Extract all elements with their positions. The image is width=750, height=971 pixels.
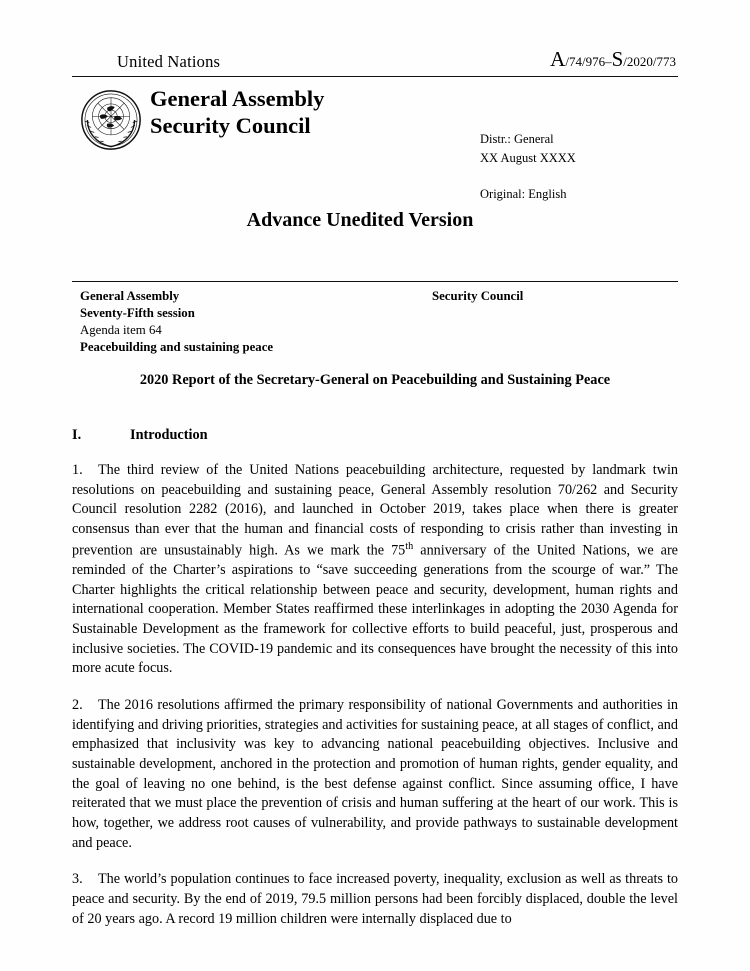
distribution-label: Distr.: General	[480, 132, 554, 146]
paragraph-1-ordinal-suffix: th	[405, 540, 414, 552]
document-symbol-sc-prefix: S	[611, 47, 624, 71]
session-header-left	[80, 288, 273, 356]
un-emblem-icon	[80, 89, 142, 151]
paragraph-1-text-part-1: The third review of the United Nations peacebuilding architecture, requested by landmark twin resolutions on peacebuilding and sustaining peace, General Assembly resolution 70/262 and Security Council resolution 2282 (2016), and launched in October 2019, takes place when there is greater consensus than ever that the human and financial costs of responding to crisis rather than investing in prevention are unsustainably high. As we mark the 75	[72, 462, 678, 559]
document-symbol-separator: –	[605, 54, 612, 69]
paragraph-2-number: 2.	[72, 696, 83, 713]
masthead	[72, 42, 678, 72]
session-security-council-label: Security Council	[432, 289, 524, 303]
session-header-right	[432, 288, 523, 305]
session-number: Seventy-Fifth session	[80, 306, 195, 321]
document-symbol-sc-number: /2020/773	[623, 54, 676, 69]
organization-name: United Nations	[117, 52, 221, 71]
original-language: Original: English	[480, 187, 567, 201]
paragraph-3-number: 3.	[72, 871, 83, 888]
paragraph-3	[72, 870, 678, 929]
paragraph-2	[72, 696, 678, 853]
advance-unedited-version-notice: Advance Unedited Version	[246, 209, 474, 231]
session-header	[72, 288, 678, 354]
document-symbol	[550, 47, 678, 72]
title-block	[72, 77, 678, 245]
issuing-body-general-assembly: General Assembly	[150, 86, 325, 111]
paragraph-1	[72, 461, 678, 679]
session-divider	[72, 281, 678, 282]
agenda-item-title: Peacebuilding and sustaining peace	[80, 340, 274, 355]
distribution-block	[480, 130, 576, 168]
document-content	[72, 42, 678, 929]
document-symbol-ga-prefix: A	[550, 47, 566, 71]
paragraph-3-text: The world’s population continues to face increased poverty, inequality, exclusion as well as threats to peace and security. By the end of 2019, 79.5 million persons had been forcibly displaced, double the level of 20 years ago. A record 19 million children were internally displaced due to	[72, 871, 678, 927]
paragraph-1-text-part-2: anniversary of the United Nations, we are reminded of the Charter’s aspirations to “save succeeding generations from the scourge of war.” The Charter highlights the critical relationship between peace and security, development, human rights and international cooperation. Member States reaffirmed these interlinkages in adopting the 2030 Agenda for Sustainable Development as the framework for collective efforts to build peaceful, just, prosperous and inclusive societies. The COVID-19 pandemic and its consequences have brought the necessity of this into more acute focus.	[72, 542, 678, 677]
section-heading	[72, 427, 678, 444]
document-symbol-ga-number: /74/976	[565, 54, 606, 69]
issuing-body-security-council: Security Council	[150, 113, 311, 139]
agenda-item: Agenda item 64	[80, 323, 162, 338]
paragraph-1-number: 1.	[72, 462, 83, 478]
session-body-name: General Assembly	[80, 289, 180, 303]
section-number: I.	[72, 427, 82, 443]
paragraph-2-text: The 2016 resolutions affirmed the primary responsibility of national Governments and authorities in identifying and driving priorities, strategies and activities for sustaining peace, at all stages of conflict, and emphasized that inclusivity was key to advancing national peacebuilding objectives. Inclusive and sustainable development, anchored in the protection and promotion of human rights, gender equality, and the goal of leaving no one behind, is the best defense against conflict. Since assuming office, I have reiterated that we must place the prevention of crisis and human suffering at the heart of our work. This is how, together, we address root causes of vulnerability, and provide pathways to sustainable development and peace.	[72, 696, 678, 851]
document-date: XX August XXXX	[480, 150, 576, 165]
report-title: 2020 Report of the Secretary-General on Peacebuilding and Sustaining Peace	[139, 372, 611, 388]
issuing-bodies	[150, 85, 324, 140]
section-title: Introduction	[130, 427, 208, 443]
